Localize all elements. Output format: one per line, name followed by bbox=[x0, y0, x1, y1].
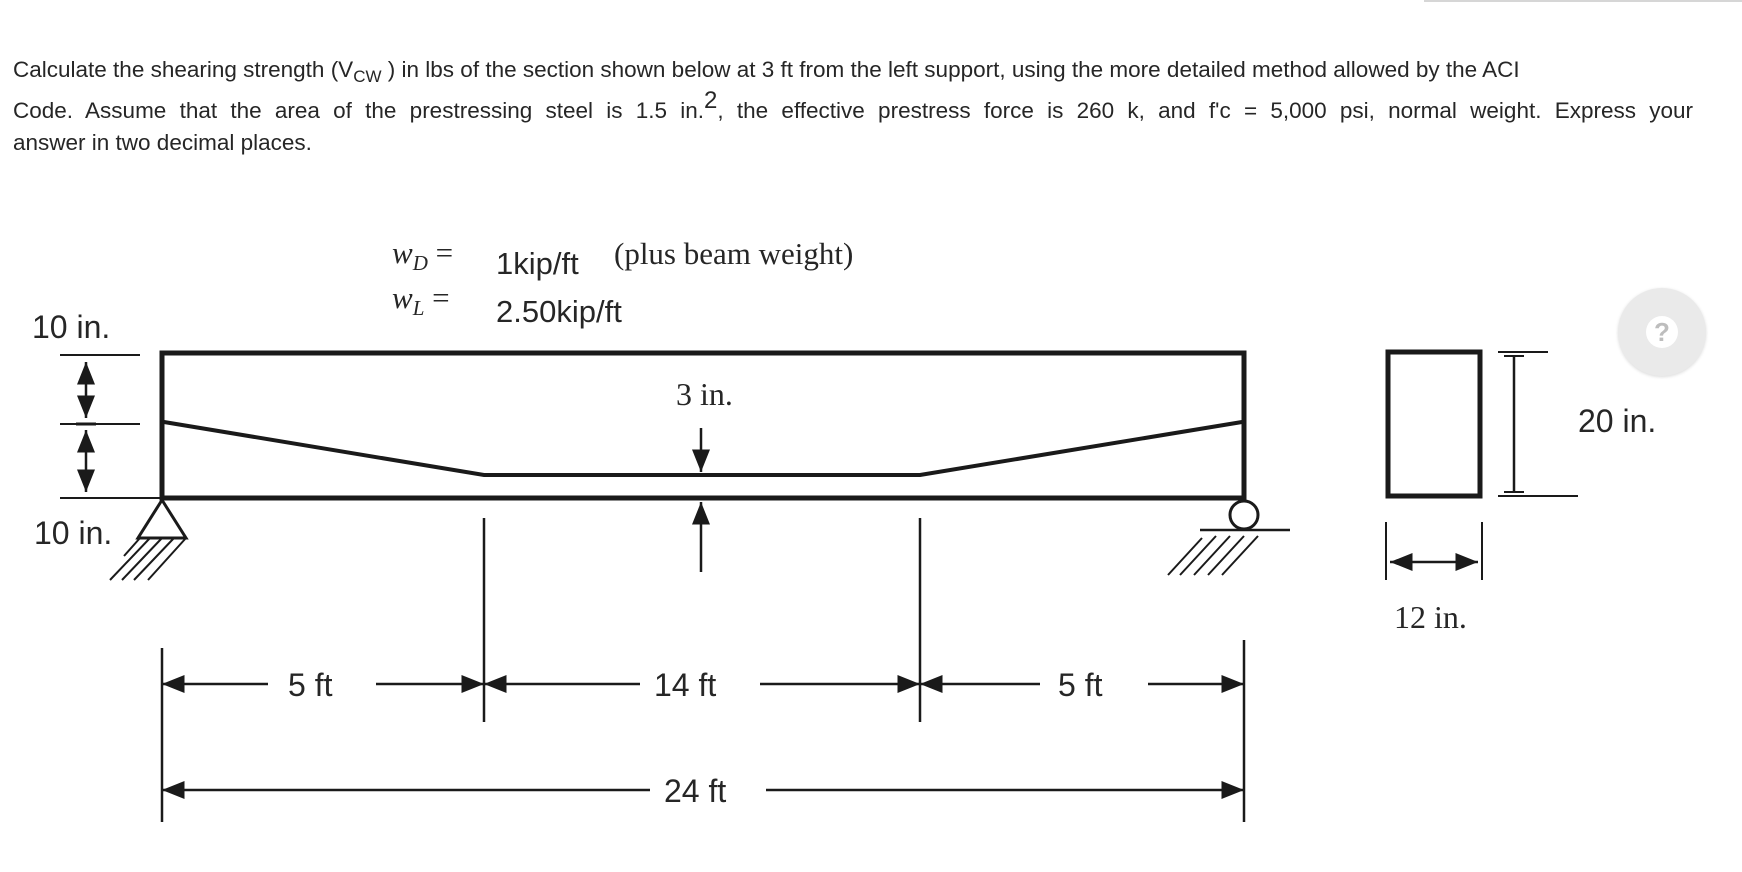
dead-load-value: 1kip/ft bbox=[496, 246, 579, 281]
section-depth-label: 20 in. bbox=[1578, 403, 1657, 439]
live-load-value: 2.50kip/ft bbox=[496, 294, 622, 329]
live-load-label: $w_L$ = bbox=[392, 280, 450, 320]
dead-load-note: (plus beam weight) bbox=[614, 236, 854, 271]
dead-load-label: $w_D$ = bbox=[392, 235, 454, 275]
left-bottom-ecc-label: 10 in. bbox=[34, 515, 113, 551]
dim-left-label: 5 ft bbox=[288, 667, 333, 703]
tendon-profile bbox=[164, 422, 1242, 475]
left-top-ecc-label: 10 in. bbox=[32, 309, 111, 345]
midspan-ecc-label: 3 in. bbox=[676, 376, 733, 412]
question-line-2: Code. Assume that the area of the prestressing steel is 1.5 in.$^2$, the effective prestress force is 260 k, and f'c = 5,000 psi, normal weight. Express your bbox=[13, 86, 1694, 123]
section-width-label: 12 in. bbox=[1394, 599, 1467, 635]
dim-mid-label: 14 ft bbox=[654, 667, 717, 703]
dim-total-label: 24 ft bbox=[664, 773, 727, 809]
help-button[interactable] bbox=[1618, 288, 1706, 376]
question-mark-icon: ? bbox=[1646, 316, 1678, 348]
question-line-3: answer in two decimal places. bbox=[13, 130, 312, 156]
question-line-1: Calculate the shearing strength ($V_{CW}$ ) in lbs of the section shown below at 3 ft from the left support, using the more detailed method allowed by the ACI bbox=[13, 57, 1520, 86]
pin-support bbox=[138, 500, 186, 538]
roller-support bbox=[1230, 501, 1258, 529]
cross-section bbox=[1388, 352, 1480, 496]
dim-right-label: 5 ft bbox=[1058, 667, 1103, 703]
